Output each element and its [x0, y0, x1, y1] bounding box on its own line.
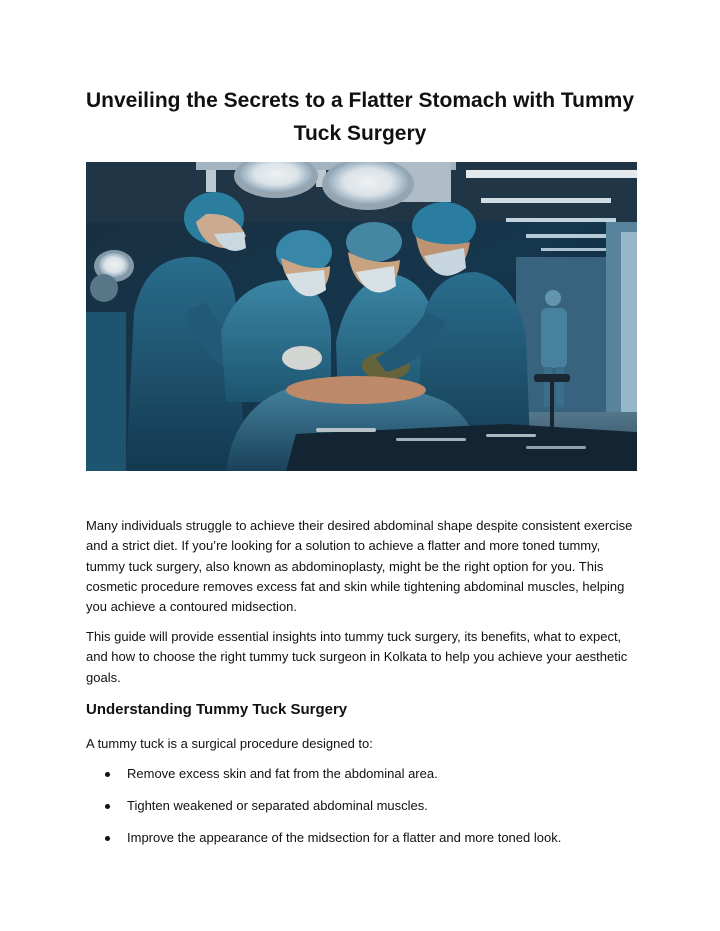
intro-paragraph: Many individuals struggle to achieve their desired abdominal shape despite consistent exercise and a strict diet. If you’re looking for a solution to achieve a flatter and more toned tummy, tummy tuck surgery, also known as abdominoplasty, might be the right option for you. This cosmetic procedure removes excess fat and skin while tightening abdominal muscles, helping you achieve a contoured midsection.: [86, 518, 633, 615]
list-item-text: Remove excess skin and fat from the abdominal area.: [127, 766, 438, 781]
list-item: [86, 828, 646, 860]
hero-image: [86, 162, 637, 471]
guide-paragraph: This guide will provide essential insights into tummy tuck surgery, its benefits, what to expect, and how to choose the right tummy tuck surgeon in Kolkata to help you achieve your aesthetic goals.: [86, 629, 628, 685]
bullet-icon: [105, 836, 110, 841]
surgery-photo-illustration: [86, 162, 637, 471]
section-heading: Understanding Tummy Tuck Surgery: [86, 701, 348, 718]
list-item: [86, 764, 646, 796]
list-item: [86, 796, 646, 828]
bullet-icon: [105, 772, 110, 777]
page-title: Unveiling the Secrets to a Flatter Stomach with Tummy Tuck Surgery: [85, 89, 635, 145]
list-item-text: Tighten weakened or separated abdominal muscles.: [127, 798, 428, 813]
list-item-text: Improve the appearance of the midsection for a flatter and more toned look.: [127, 830, 562, 845]
bullet-icon: [105, 804, 110, 809]
section-intro: A tummy tuck is a surgical procedure designed to:: [86, 736, 373, 751]
procedure-goals-list: [86, 764, 646, 860]
